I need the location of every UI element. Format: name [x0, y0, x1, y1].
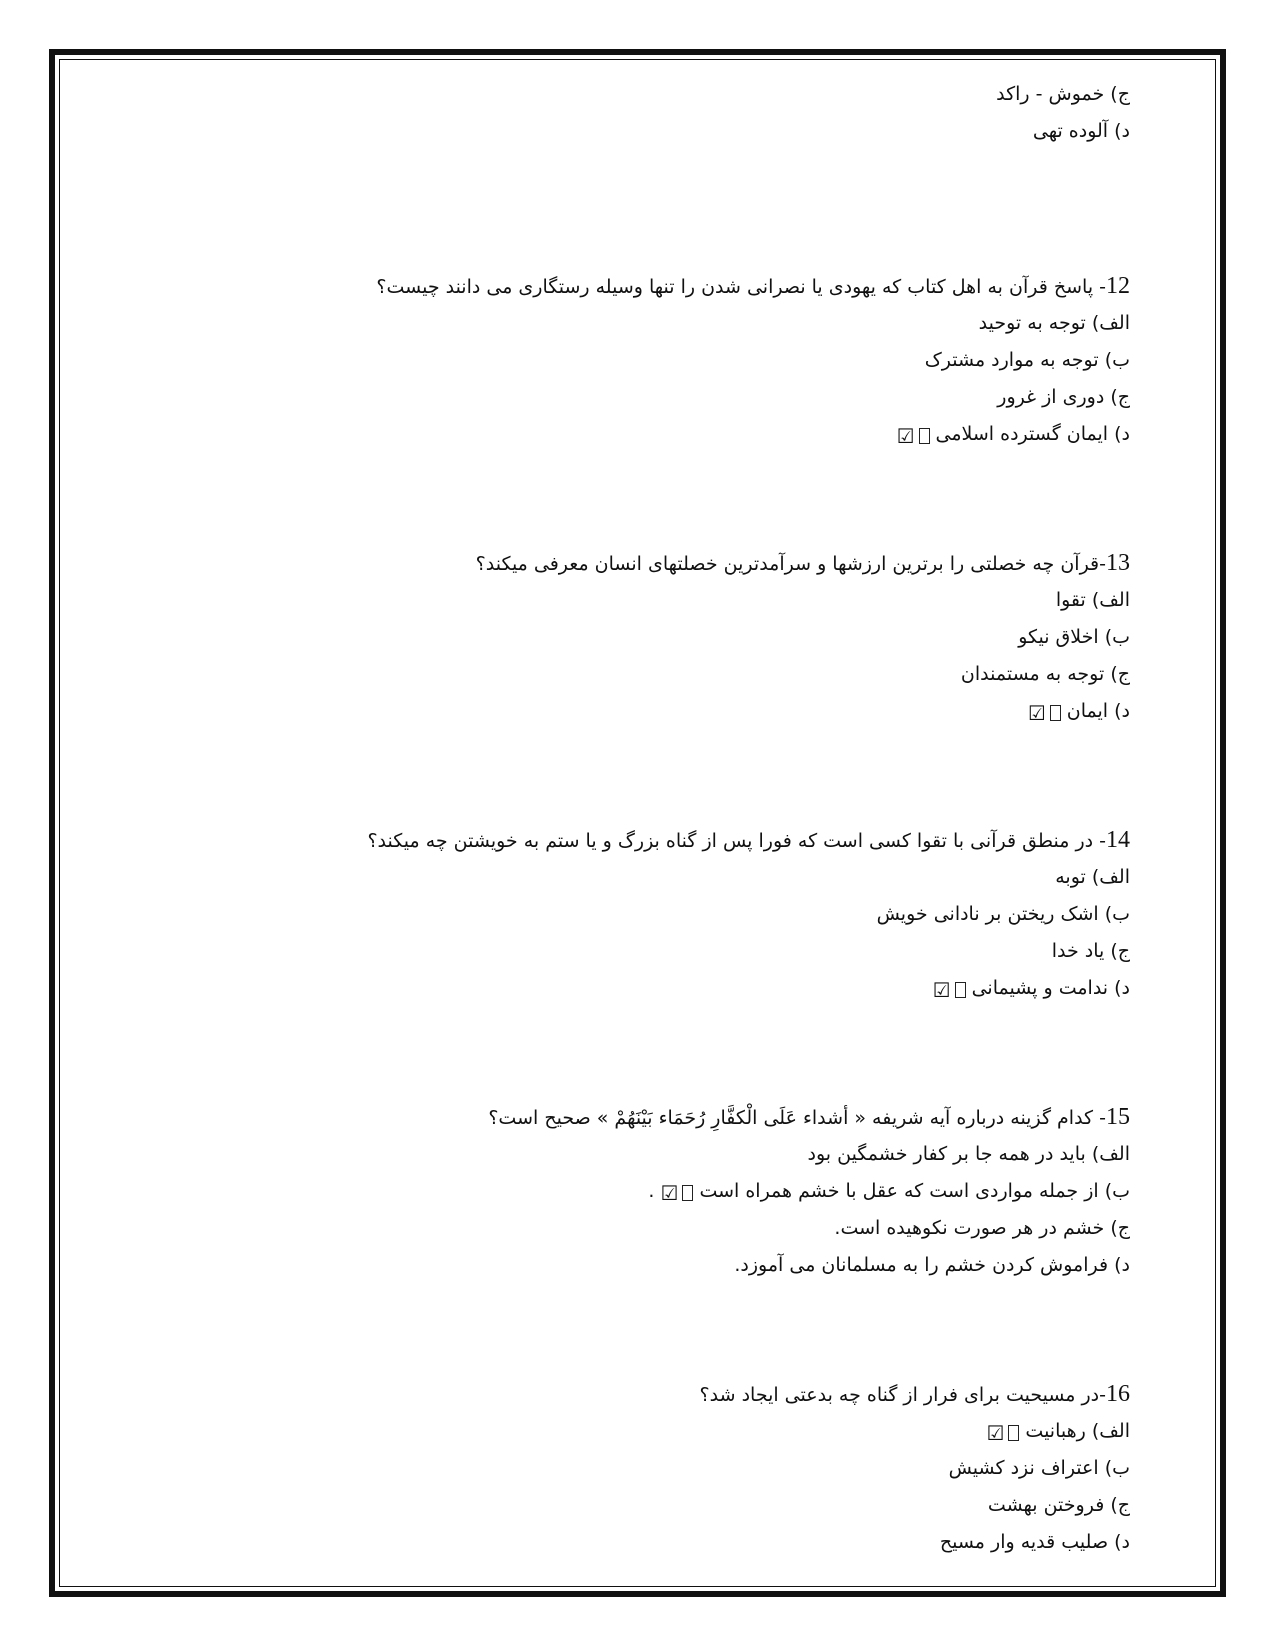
- checkbox-checked-icon: [661, 1175, 694, 1212]
- answer-option-label: الف) رهبانیت: [1025, 1420, 1130, 1442]
- question-spacer: [360, 150, 1130, 268]
- answer-option: [360, 1487, 1130, 1524]
- check-mark-icon: ☑: [932, 978, 952, 1002]
- answer-option-label: ج) خشم در هر صورت نکوهیده است.: [834, 1217, 1130, 1239]
- answer-option-label: ج) فروختن بهشت: [987, 1494, 1130, 1516]
- check-mark-icon: ☑: [660, 1181, 680, 1205]
- empty-box-icon: [1008, 1425, 1019, 1441]
- empty-box-icon: [682, 1185, 693, 1201]
- question-title: [360, 545, 1130, 582]
- question-text: - در منطق قرآنی با تقوا کسی است که فورا پس از گناه بزرگ و یا ستم به خویشتن چه میکند؟: [367, 830, 1106, 852]
- document-body: [360, 76, 1130, 1561]
- empty-box-icon: [1050, 705, 1061, 721]
- question-text: -در مسیحیت برای فرار از گناه چه بدعتی ایجاد شد؟: [699, 1384, 1106, 1406]
- answer-option: [360, 1524, 1130, 1561]
- answer-option: [360, 1136, 1130, 1173]
- checkbox-checked-icon: [933, 972, 966, 1009]
- answer-option: [360, 619, 1130, 656]
- checkbox-checked-icon: [986, 1415, 1019, 1452]
- answer-option: [360, 656, 1130, 693]
- answer-option: [360, 1450, 1130, 1487]
- empty-box-icon: [955, 982, 966, 998]
- question-number: 12: [1106, 273, 1130, 299]
- answer-option-label: د) ایمان گسترده اسلامی: [935, 423, 1130, 445]
- answer-option: [360, 896, 1130, 933]
- answer-option: [360, 305, 1130, 342]
- question-title: [360, 1376, 1130, 1413]
- question-13: [360, 545, 1130, 730]
- answer-option-label: ج) توجه به مستمندان: [960, 663, 1130, 685]
- answer-option-label: ب) اخلاق نیکو: [1018, 626, 1130, 648]
- answer-option: [360, 379, 1130, 416]
- answer-option: [360, 1173, 1130, 1210]
- answer-option-label: ج) دوری از غرور: [997, 386, 1130, 408]
- question-number: 13: [1106, 550, 1130, 576]
- checkbox-checked-icon: [1028, 695, 1061, 732]
- answer-option-label: الف) تقوا: [1055, 589, 1130, 611]
- question-12: [360, 268, 1130, 453]
- answer-option-label: د) ندامت و پشیمانی: [971, 977, 1130, 999]
- answer-option-label: د) صلیب قدیه وار مسیح: [939, 1531, 1130, 1553]
- answer-option-label: ب) اعتراف نزد کشیش: [948, 1457, 1130, 1479]
- answer-option-label: الف) باید در همه جا بر کفار خشمگین بود: [807, 1143, 1130, 1165]
- answer-option: [360, 342, 1130, 379]
- answer-option: [360, 693, 1130, 730]
- answer-option-label: الف) توجه به توحید: [978, 312, 1130, 334]
- answer-option: [360, 416, 1130, 453]
- answer-option-label: ج) یاد خدا: [1051, 940, 1130, 962]
- answer-option-suffix: .: [648, 1180, 661, 1202]
- check-mark-icon: ☑: [1027, 701, 1047, 725]
- check-mark-icon: ☑: [986, 1421, 1006, 1445]
- answer-option-label: ب) توجه به موارد مشترک: [924, 349, 1130, 371]
- question-number: 14: [1106, 827, 1130, 853]
- question-text: -قرآن چه خصلتی را برترین ارزشها و سرآمدترین خصلتهای انسان معرفی میکند؟: [475, 553, 1106, 575]
- answer-option: [360, 970, 1130, 1007]
- top-option-d: د) آلوده تهی: [1032, 120, 1130, 142]
- question-15: [360, 1099, 1130, 1284]
- question-text: - پاسخ قرآن به اهل کتاب که یهودی یا نصرانی شدن را تنها وسیله رستگاری می دانند چیست؟: [376, 276, 1106, 298]
- check-mark-icon: ☑: [896, 424, 916, 448]
- answer-option-label: د) ایمان: [1066, 700, 1130, 722]
- question-spacer: [360, 453, 1130, 545]
- top-option-c: ج) خموش - راکد: [996, 83, 1130, 105]
- answer-option: [360, 933, 1130, 970]
- checkbox-checked-icon: [897, 418, 930, 455]
- question-number: 15: [1106, 1104, 1130, 1130]
- question-title: [360, 1099, 1130, 1136]
- question-title: [360, 822, 1130, 859]
- question-spacer: [360, 1007, 1130, 1099]
- answer-option: [360, 1210, 1130, 1247]
- question-title: [360, 268, 1130, 305]
- question-14: [360, 822, 1130, 1007]
- answer-option-label: ب) از جمله مواردی است که عقل با خشم همراه است: [699, 1180, 1130, 1202]
- answer-option: [360, 859, 1130, 896]
- question-text: - کدام گزینه درباره آیه شریفه « أشداء عَلَی الْکفَّارِ رُحَمَاء بَیْنَهُمْ » صحیح است؟: [488, 1107, 1106, 1129]
- answer-option-label: ب) اشک ریختن بر نادانی خویش: [876, 903, 1130, 925]
- answer-option: [360, 582, 1130, 619]
- question-spacer: [360, 730, 1130, 822]
- answer-option: [360, 1413, 1130, 1450]
- answer-option-label: د) فراموش کردن خشم را به مسلمانان می آموزد.: [734, 1254, 1130, 1276]
- question-list: [360, 150, 1130, 1561]
- answer-option-label: الف) توبه: [1055, 866, 1130, 888]
- question-spacer: [360, 1284, 1130, 1376]
- question-number: 16: [1106, 1381, 1130, 1407]
- question-16: [360, 1376, 1130, 1561]
- empty-box-icon: [919, 428, 930, 444]
- answer-option: [360, 1247, 1130, 1284]
